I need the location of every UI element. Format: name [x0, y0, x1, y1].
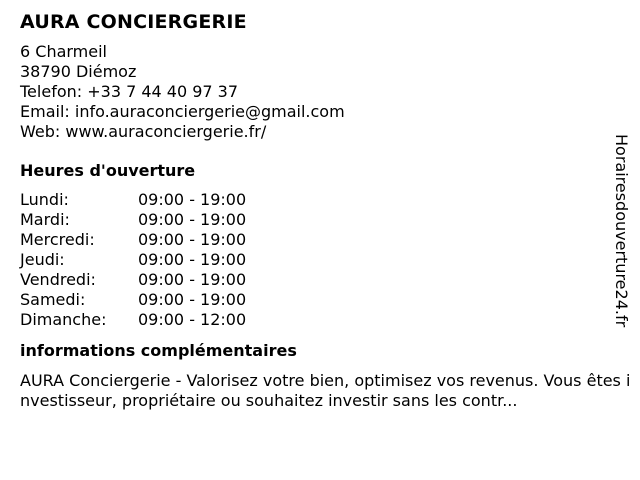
- day-hours: 09:00 - 19:00: [138, 210, 247, 229]
- day-hours: 09:00 - 19:00: [138, 190, 247, 209]
- phone-line[interactable]: Telefon: +33 7 44 40 97 37: [20, 82, 239, 101]
- hours-row-samedi: [20, 290, 246, 310]
- business-description: AURA Conciergerie - Valorisez votre bien, optimisez vos revenus. Vous êtes investisseur, propriétaire ou souhaitez investir sans les contr...: [20, 371, 631, 410]
- day-hours: 09:00 - 19:00: [138, 290, 247, 309]
- day-hours: 09:00 - 12:00: [138, 310, 247, 329]
- additional-info-heading: informations complémentaires: [20, 341, 297, 360]
- day-label: Samedi:: [20, 290, 86, 309]
- hours-row-mercredi: [20, 230, 246, 250]
- day-label: Lundi:: [20, 190, 69, 209]
- site-watermark: Horairesdouverture24.fr: [612, 134, 631, 328]
- email-line[interactable]: Email: info.auraconciergerie@gmail.com: [20, 102, 345, 121]
- day-hours: 09:00 - 19:00: [138, 250, 247, 269]
- hours-row-mardi: [20, 210, 246, 230]
- day-label: Dimanche:: [20, 310, 107, 329]
- hours-row-lundi: [20, 190, 246, 210]
- hours-row-dimanche: [20, 310, 246, 330]
- address-line-2: 38790 Diémoz: [20, 62, 137, 81]
- hours-row-vendredi: [20, 270, 246, 290]
- address-line-1: 6 Charmeil: [20, 42, 107, 61]
- day-hours: 09:00 - 19:00: [138, 230, 247, 249]
- opening-hours-table: [20, 190, 246, 330]
- hours-row-jeudi: [20, 250, 246, 270]
- opening-hours-heading: Heures d'ouverture: [20, 161, 196, 180]
- day-label: Vendredi:: [20, 270, 96, 289]
- business-name: AURA CONCIERGERIE: [20, 11, 247, 33]
- day-label: Mercredi:: [20, 230, 95, 249]
- contact-block: [20, 42, 605, 142]
- website-line[interactable]: Web: www.auraconciergerie.fr/: [20, 122, 267, 141]
- day-label: Jeudi:: [20, 250, 65, 269]
- day-label: Mardi:: [20, 210, 70, 229]
- day-hours: 09:00 - 19:00: [138, 270, 247, 289]
